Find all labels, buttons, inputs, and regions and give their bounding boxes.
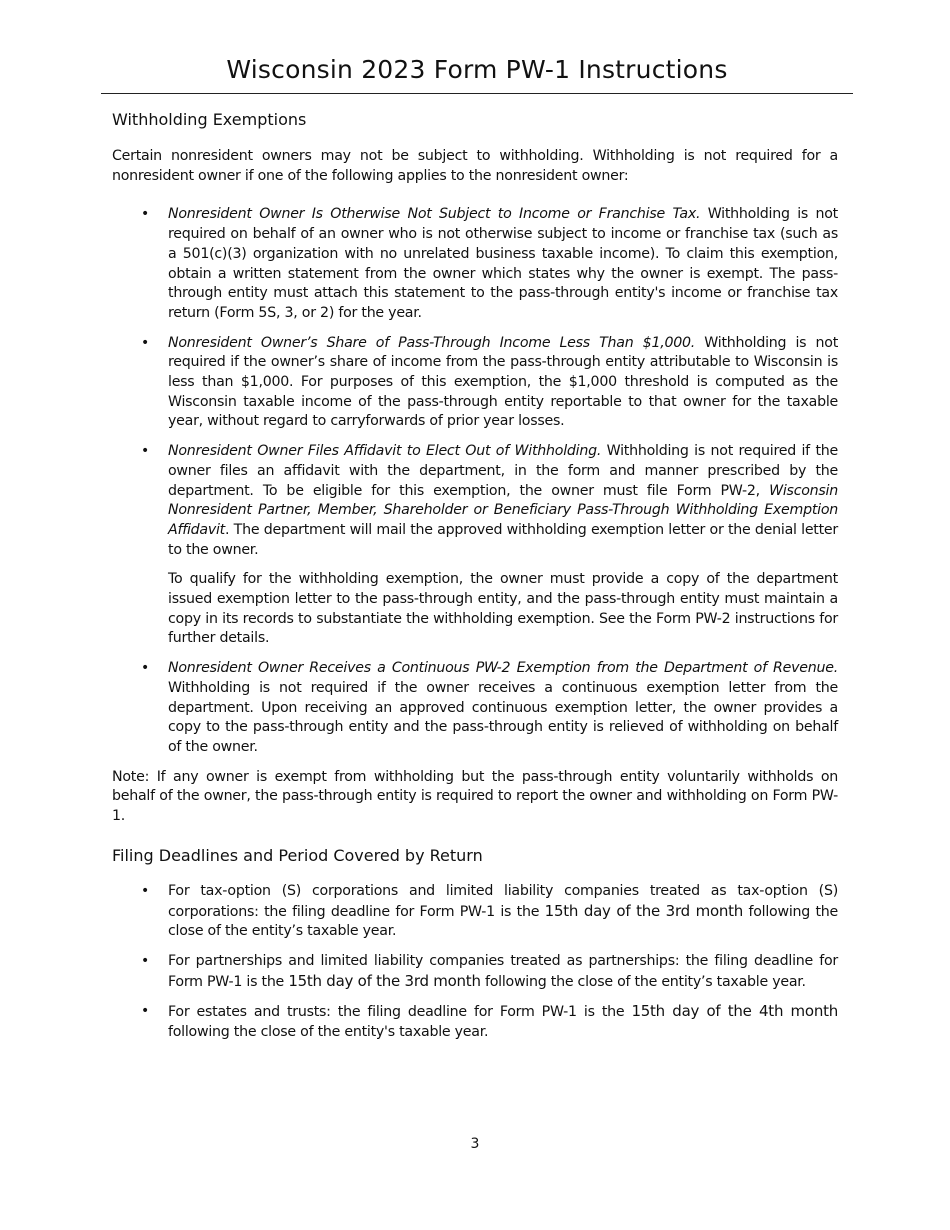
exemption-list <box>112 205 838 757</box>
note-text: If any owner is exempt from withholding but the pass-through entity voluntarily withholds on behalf of the owner, the pass-through entity is required to report the owner and withholding on Form PW-1. <box>112 768 838 825</box>
deadline-text-continued: following the close of the entity’s taxable year. <box>168 903 839 940</box>
note-label: Note: <box>112 768 150 785</box>
bullet-icon: • <box>141 443 150 460</box>
deadline-text-continued: following the close of the entity’s taxable year. <box>484 973 806 990</box>
deadline-item-estates-trusts <box>112 1002 838 1042</box>
deadline-date: 15th day of the 3rd month <box>288 971 481 990</box>
deadline-text: For partnerships and limited liability companies treated as partnerships: the filing deadline for Form PW-1 is the <box>168 952 838 990</box>
exemption-item-not-subject <box>112 205 838 323</box>
withholding-note <box>112 768 838 827</box>
deadline-text-continued: following the close of the entity's taxable year. <box>168 1024 489 1041</box>
exemption-title: Nonresident Owner Is Otherwise Not Subject to Income or Franchise Tax. <box>168 206 701 223</box>
page-title: Wisconsin 2023 Form PW-1 Instructions <box>226 55 728 84</box>
exemption-title: Nonresident Owner Files Affidavit to Elect Out of Withholding. <box>168 443 602 460</box>
exemption-text: Withholding is not required if the owner receives a continuous exemption letter from the department. Upon receiving an approved continuous exemption letter, the owner provides a copy to the pass-through entity and the pass-through entity is relieved of withholding on behalf of the owner. <box>168 679 838 755</box>
deadline-item-partnerships <box>112 952 838 992</box>
deadline-date: 15th day of the 3rd month <box>544 901 744 920</box>
filing-deadlines-heading: Filing Deadlines and Period Covered by Return <box>112 845 483 865</box>
exemption-item-share-less-than-1000 <box>112 334 838 433</box>
form-pw2-name: Wisconsin Nonresident Partner, Member, Shareholder or Beneficiary Pass-Through Withholding Exemption Affidavit <box>168 482 838 538</box>
filing-deadlines-section <box>112 844 838 1043</box>
bullet-icon: • <box>141 206 150 223</box>
bullet-icon: • <box>141 882 150 899</box>
bullet-icon: • <box>141 660 150 677</box>
exemption-text: Withholding is not required if the owner’s share of income from the pass-through entity attributable to Wisconsin is less than $1,000. For purposes of this exemption, the $1,000 threshold is computed as the Wisconsin taxable income of the pass-through entity reportable to that owner for the taxable year, without regard to carryforwards of prior year losses. <box>168 334 839 430</box>
bullet-icon: • <box>141 1003 150 1020</box>
withholding-exemptions-heading: Withholding Exemptions <box>112 110 307 129</box>
exemption-text-continued: . The department will mail the approved withholding exemption letter or the denial letter to the owner. <box>168 521 838 558</box>
bullet-icon: • <box>141 334 150 351</box>
exemption-item-affidavit <box>112 442 838 649</box>
withholding-exemptions-section <box>112 108 838 827</box>
deadline-date: 15th day of the 4th month <box>631 1002 838 1021</box>
bullet-icon: • <box>141 952 150 969</box>
page-number: 3 <box>470 1136 480 1152</box>
page-content <box>112 108 838 1053</box>
exemption-text: Withholding is not required on behalf of an owner who is not otherwise subject to income or franchise tax (such as a 501(c)(3) organization with no unrelated business taxable income). To claim this exemption, obtain a written statement from the owner which states why the owner is exempt. The pass-through entity must attach this statement to the pass-through entity's income or franchise tax return (Form 5S, 3, or 2) for the year. <box>168 206 838 321</box>
deadline-text: For tax-option (S) corporations and limited liability companies treated as tax-option (S) corporations: the filing deadline for Form PW-1 is the <box>168 882 838 920</box>
exemption-title: Nonresident Owner Receives a Continuous PW-2 Exemption from the Department of Revenue. <box>168 660 838 677</box>
withholding-exemptions-intro: Certain nonresident owners may not be subject to withholding. Withholding is not required for a nonresident owner if one of the following applies to the nonresident owner: <box>112 148 838 184</box>
exemption-sub-paragraph: To qualify for the withholding exemption, the owner must provide a copy of the department issued exemption letter to the pass-through entity, and the pass-through entity must maintain a copy in its records to substantiate the withholding exemption. See the Form PW-2 instructions for further details. <box>168 571 838 647</box>
filing-deadline-list <box>112 882 838 1043</box>
page-header <box>101 52 853 94</box>
exemption-text: Withholding is not required if the owner files an affidavit with the department, in the form and manner prescribed by the department. To be eligible for this exemption, the owner must file Form PW-2, <box>168 443 838 499</box>
exemption-title: Nonresident Owner’s Share of Pass-Through Income Less Than $1,000. <box>168 334 696 351</box>
deadline-item-s-corporations <box>112 882 838 942</box>
deadline-text: For estates and trusts: the filing deadline for Form PW-1 is the <box>168 1004 625 1021</box>
exemption-item-continuous-pw2 <box>112 659 838 758</box>
